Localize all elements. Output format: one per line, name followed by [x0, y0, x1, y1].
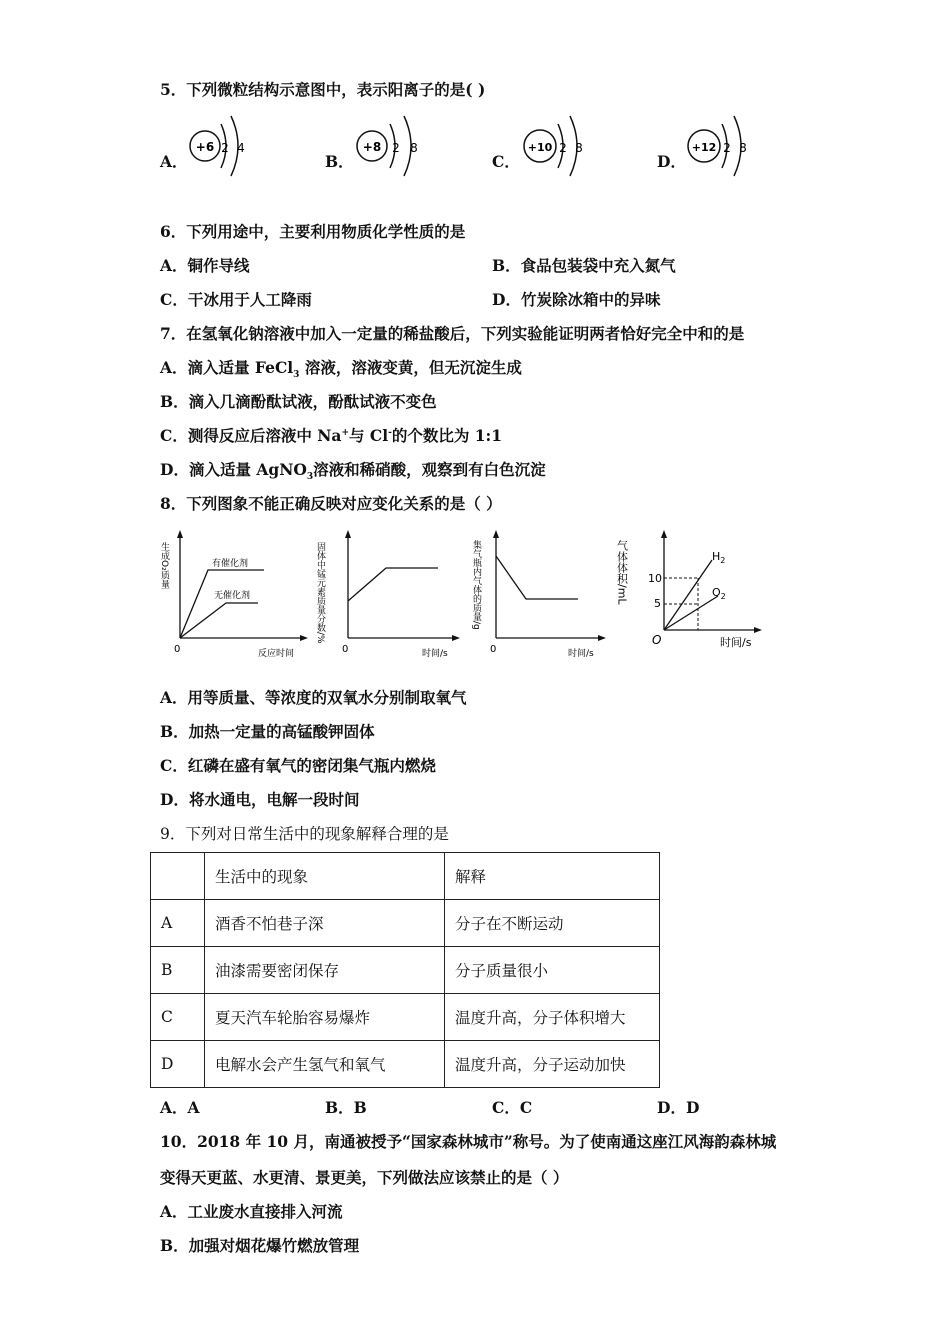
q7-option-a: A．滴入适量 FeCl$_3$ 溶液，溶液变黄，但无沉淀生成 — [160, 358, 522, 381]
table-cell: 分子在不断运动 — [445, 900, 660, 947]
q8-g4-xlabel: 时间/s — [720, 636, 752, 649]
table-header-phenomenon: 生活中的现象 — [205, 853, 445, 900]
q10-stem-line1: 10．2018 年 10 月，南通被授予“国家森林城市”称号。为了使南通这座江风海韵森林城 — [160, 1132, 777, 1151]
q9-answer-b: B．B — [325, 1098, 367, 1117]
q8-g3-xlabel: 时间/s — [568, 649, 594, 659]
q8-g4-ylabel: 气体体积/mL — [616, 540, 629, 605]
q9-stem: 9．下列对日常生活中的现象解释合理的是 — [160, 825, 449, 843]
q6-option-b: B．食品包装袋中充入氮气 — [492, 256, 676, 275]
q8-graph-1 — [158, 526, 308, 660]
q8-g1-line1: 有催化剂 — [212, 559, 249, 569]
q8-g2-ylabel: 固体中锰元素质量分数/% — [315, 542, 325, 644]
q9-answer-d: D．D — [657, 1098, 700, 1117]
q6-option-c: C．干冰用于人工降雨 — [160, 290, 312, 309]
q9-table — [150, 852, 660, 1088]
q6-option-a: A．铜作导线 — [160, 256, 250, 275]
q10-option-a: A．工业废水直接排入河流 — [160, 1202, 343, 1221]
q5-a-shell2: 4 — [237, 141, 245, 155]
q8-g3-origin: 0 — [490, 644, 497, 655]
q5-c-shell1: 2 — [559, 141, 567, 155]
q8-g4-tick5: 5 — [654, 597, 661, 610]
q8-option-a: A．用等质量、等浓度的双氧水分别制取氧气 — [160, 688, 467, 707]
q8-g1-ylabel: 生成O₂质量 — [159, 542, 169, 589]
table-cell: 分子质量很小 — [445, 947, 660, 994]
q5-d-shell1: 2 — [723, 141, 731, 155]
table-cell — [151, 853, 205, 900]
q6-option-d: D．竹炭除冰箱中的异味 — [492, 290, 661, 309]
q10-option-b: B．加强对烟花爆竹燃放管理 — [160, 1236, 360, 1255]
q8-option-d: D．将水通电，电解一段时间 — [160, 790, 360, 809]
table-cell: 酒香不怕巷子深 — [205, 900, 445, 947]
q8-g3-ylabel: 集气瓶内气体的质量/g — [471, 540, 481, 630]
table-cell: 电解水会产生氢气和氧气 — [205, 1041, 445, 1088]
q8-g1-origin: 0 — [174, 644, 181, 655]
q8-graph-3 — [470, 526, 610, 660]
q7-option-d: D．滴入适量 AgNO$_3$溶液和稀硝酸，观察到有白色沉淀 — [160, 460, 546, 483]
q8-g4-tick10: 10 — [648, 572, 662, 585]
q5-stem: 5．下列微粒结构示意图中，表示阳离子的是( ) — [160, 80, 486, 99]
q5-option-b-label: B． — [325, 152, 354, 171]
q8-graph-2 — [314, 526, 464, 660]
q7-option-c: C．测得反应后溶液中 Na+与 Cl-的个数比为 1:1 — [160, 426, 503, 445]
q5-d-shell2: 8 — [739, 141, 747, 155]
q9-answer-a: A．A — [160, 1098, 200, 1117]
q8-g1-line2: 无催化剂 — [214, 591, 251, 601]
q8-option-c: C．红磷在盛有氧气的密闭集气瓶内燃烧 — [160, 756, 436, 775]
q5-atom-diagram-d — [684, 108, 754, 184]
q8-g4-h2: $H_2$ — [712, 550, 726, 565]
q7-stem: 7．在氢氧化钠溶液中加入一定量的稀盐酸后，下列实验能证明两者恰好完全中和的是 — [160, 324, 745, 343]
table-cell: D — [151, 1041, 205, 1088]
q5-atom-diagram-a — [185, 108, 255, 184]
q5-a-nucleus: +6 — [195, 140, 215, 154]
table-cell: 油漆需要密闭保存 — [205, 947, 445, 994]
table-header-explanation: 解释 — [445, 853, 660, 900]
table-cell: C — [151, 994, 205, 1041]
q8-stem: 8．下列图象不能正确反映对应变化关系的是（ ） — [160, 494, 502, 513]
table-cell: A — [151, 900, 205, 947]
q5-b-nucleus: +8 — [362, 140, 382, 154]
table-row — [151, 900, 660, 947]
q5-b-shell2: 8 — [410, 141, 418, 155]
q5-atom-diagram-c — [520, 108, 590, 184]
table-row — [151, 994, 660, 1041]
q8-g4-origin: O — [652, 633, 662, 647]
table-cell: 温度升高，分子体积增大 — [445, 994, 660, 1041]
q8-option-b: B．加热一定量的高锰酸钾固体 — [160, 722, 375, 741]
q5-d-nucleus: +12 — [691, 141, 717, 154]
table-row — [151, 1041, 660, 1088]
q8-g1-xlabel: 反应时间 — [258, 649, 295, 659]
q8-graph-4 — [616, 526, 776, 660]
q5-c-shell2: 8 — [575, 141, 583, 155]
q5-c-nucleus: +10 — [527, 141, 553, 154]
q6-stem: 6．下列用途中，主要利用物质化学性质的是 — [160, 222, 466, 241]
q5-option-a-label: A． — [160, 152, 188, 171]
table-row — [151, 853, 660, 900]
q5-atom-diagram-b — [352, 108, 427, 184]
table-row — [151, 947, 660, 994]
q8-g2-xlabel: 时间/s — [422, 649, 448, 659]
q9-answer-c: C．C — [492, 1098, 533, 1117]
q5-option-d-label: D． — [657, 152, 686, 171]
table-cell: 夏天汽车轮胎容易爆炸 — [205, 994, 445, 1041]
q5-b-shell1: 2 — [392, 141, 400, 155]
q8-g2-origin: 0 — [342, 644, 349, 655]
q5-option-c-label: C． — [492, 152, 520, 171]
table-cell: B — [151, 947, 205, 994]
table-cell: 温度升高，分子运动加快 — [445, 1041, 660, 1088]
q10-stem-line2: 变得天更蓝、水更清、景更美，下列做法应该禁止的是（ ） — [160, 1168, 569, 1187]
q5-a-shell1: 2 — [221, 141, 229, 155]
q8-g4-o2: $O_2$ — [712, 586, 726, 601]
q7-option-b: B．滴入几滴酚酞试液，酚酞试液不变色 — [160, 392, 437, 411]
